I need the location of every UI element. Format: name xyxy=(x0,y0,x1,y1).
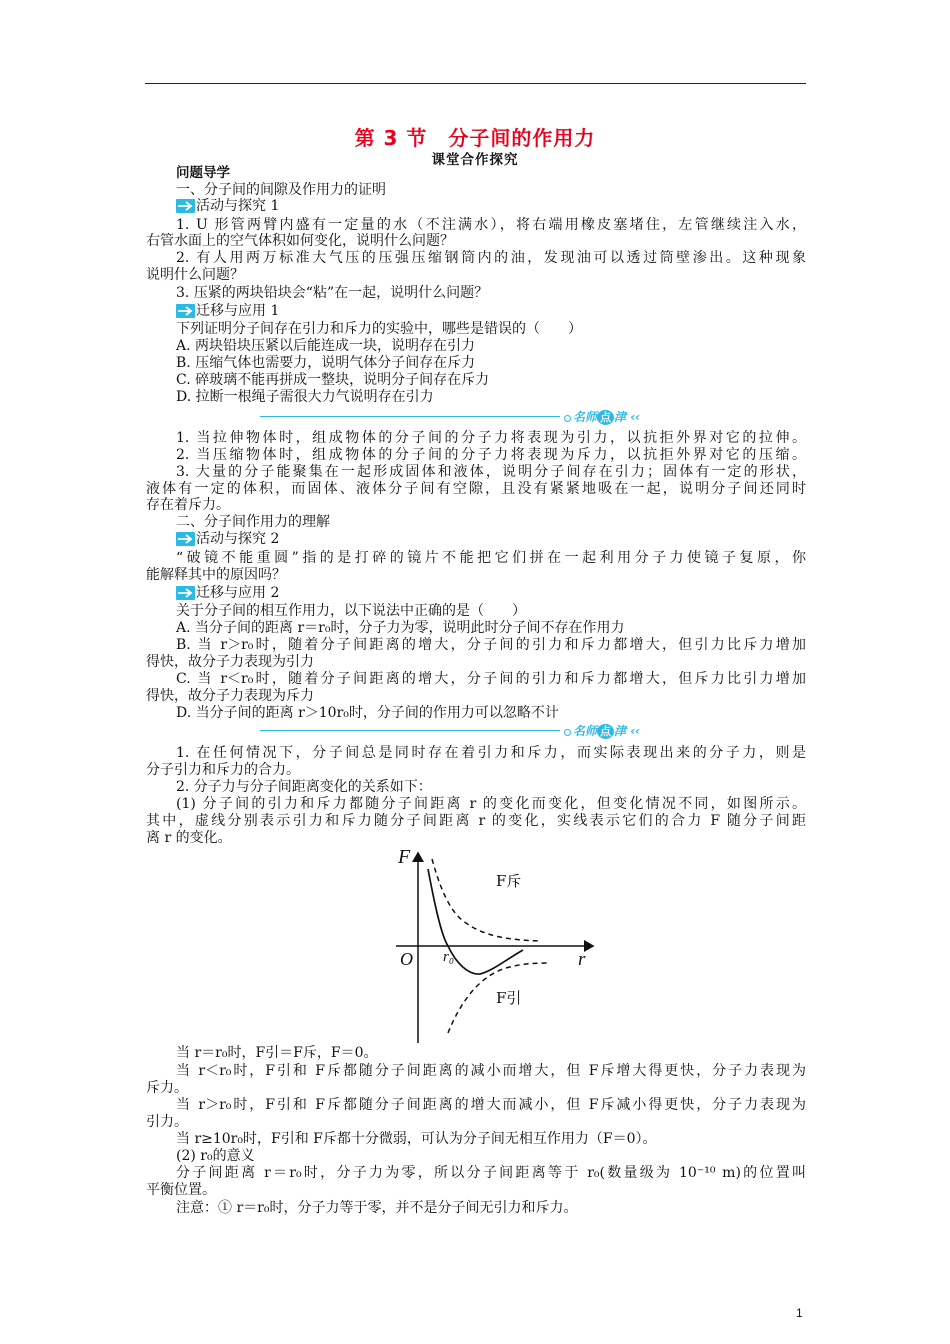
case2-line1: 当 r＜r₀时，F引和 F斥都随分子间距离的减小而增大，但 F斥增大得更快，分子力表现为 xyxy=(176,1063,806,1079)
attention-note: 注意：① r＝r₀时，分子力等于零，并不是分子间无引力和斥力。 xyxy=(176,1200,578,1216)
case1: 当 r＝r₀时，F引＝F斥，F＝0。 xyxy=(176,1045,378,1061)
note2-2: 2. 分子力与分子间距离变化的关系如下： xyxy=(176,779,432,795)
case2-line2: 斥力。 xyxy=(146,1080,188,1096)
part2-heading: 二、分子间作用力的理解 xyxy=(176,514,330,530)
note3-line3: 存在着斥力。 xyxy=(146,497,230,513)
origin-label: O xyxy=(400,949,413,969)
option-d-2: D. 当分子间的距离 r＞10r₀时，分子间的作用力可以忽略不计 xyxy=(176,705,559,721)
q2-line1: 2. 有人用两万标准大气压的压强压缩钢筒内的油，发现油可以透过筒壁渗出。这种现象 xyxy=(176,250,806,266)
transfer-label-2: 迁移与应用 2 xyxy=(196,585,280,601)
q1-line1: 1. U 形管两臂内盛有一定量的水（不注满水），将右端用橡皮塞堵住，左管继续注入水， xyxy=(176,217,806,233)
option-d-1: D. 拉断一根绳子需很大力气说明存在引力 xyxy=(176,389,434,405)
part1-heading: 一、分子间的间隙及作用力的证明 xyxy=(176,182,386,198)
option-c-1: C. 碎玻璃不能再拼成一整块，说明分子间存在斥力 xyxy=(176,372,490,388)
note2-1: 2. 当压缩物体时，组成物体的分子间的分子力将表现为斥力，以抗拒外界对它的压缩。 xyxy=(176,447,806,463)
r0-meaning-line2: 平衡位置。 xyxy=(146,1182,216,1198)
arrow-icon xyxy=(176,304,195,318)
option-a-2: A. 当分子间的距离 r＝r₀时，分子力为零，说明此时分子间不存在作用力 xyxy=(176,620,625,636)
case3-line2: 引力。 xyxy=(146,1114,188,1130)
q-line1-2: “破镜不能重圆”指的是打碎的镜片不能把它们拼在一起利用分子力使镜子复原，你 xyxy=(176,550,806,566)
section-heading: 问题导学 xyxy=(176,165,230,181)
option-b-2-line2: 得快，故分子力表现为引力 xyxy=(146,654,314,670)
q1-line2: 右管水面上的空气体积如何变化，说明什么问题？ xyxy=(146,233,454,249)
note2-1-line3: 离 r 的变化。 xyxy=(146,830,232,846)
repulsion-label: F斥 xyxy=(496,872,522,890)
y-axis-label: F xyxy=(398,846,411,868)
header-rule xyxy=(145,83,806,84)
option-a-1: A. 两块铅块压紧以后能连成一块，说明存在引力 xyxy=(176,338,476,354)
note1-1: 1. 当拉伸物体时，组成物体的分子间的分子力将表现为引力，以抗拒外界对它的拉伸。 xyxy=(176,430,806,446)
option-c-2-line2: 得快，故分子力表现为斥力 xyxy=(146,688,314,704)
case3-line1: 当 r＞r₀时，F引和 F斥都随分子间距离的增大而减小，但 F斥减小得更快，分子力表现为 xyxy=(176,1097,806,1113)
repulsion-curve xyxy=(432,859,540,941)
activity-label-2: 活动与探究 2 xyxy=(196,531,280,547)
question-2: 关于分子间的相互作用力，以下说法中正确的是（ ） xyxy=(176,603,526,619)
note1-2-line2: 分子引力和斥力的合力。 xyxy=(146,762,300,778)
arrow-icon xyxy=(176,586,195,600)
note2-1-line1: (1) 分子间的引力和斥力都随分子间距离 r 的变化而变化，但变化情况不同，如图所示。 xyxy=(176,796,806,812)
q3: 3. 压紧的两块铅块会“粘”在一起，说明什么问题？ xyxy=(176,285,489,301)
page-subtitle: 课堂合作探究 xyxy=(431,152,519,168)
note3-line1: 3. 大量的分子能聚集在一起形成固体和液体，说明分子间存在引力；固体有一定的形状， xyxy=(176,464,806,480)
arrow-icon xyxy=(176,199,195,213)
x-axis-label: r xyxy=(578,949,586,970)
question-1: 下列证明分子间存在引力和斥力的实验中，哪些是错误的（ ） xyxy=(176,321,582,337)
note3-line2: 液体有一定的体积，而固体、液体分子间有空隙，且没有紧紧地吸在一起，说明分子间还同时 xyxy=(146,481,806,497)
activity-label-1: 活动与探究 1 xyxy=(196,198,280,214)
teacher-tip-divider: 名师 点 津 ‹‹ xyxy=(260,409,696,425)
teacher-tip-divider: 名师 点 津 ‹‹ xyxy=(260,723,696,739)
r0-meaning-line1: 分子间距离 r＝r₀时，分子力为零，所以分子间距离等于 r₀(数量级为 10⁻¹⁰ m)的位置叫 xyxy=(176,1165,806,1181)
option-c-2-line1: C. 当 r＜r₀时，随着分子间距离的增大，分子间的引力和斥力都增大，但斥力比引力增加 xyxy=(176,671,806,687)
arrow-icon xyxy=(176,532,195,546)
option-b-2-line1: B. 当 r＞r₀时，随着分子间距离的增大，分子间的引力和斥力都增大，但引力比斥力增加 xyxy=(176,637,806,653)
q2-line2: 说明什么问题？ xyxy=(146,267,244,283)
r0-label: r₀ xyxy=(443,949,455,965)
note1-2-line1: 1. 在任何情况下，分子间总是同时存在着引力和斥力，而实际表现出来的分子力，则是 xyxy=(176,745,806,761)
option-b-1: B. 压缩气体也需要力，说明气体分子间存在斥力 xyxy=(176,355,476,371)
transfer-label-1: 迁移与应用 1 xyxy=(196,303,280,319)
molecular-force-graph xyxy=(388,843,598,1043)
page-number: 1 xyxy=(796,1306,803,1320)
q-line2-2: 能解释其中的原因吗？ xyxy=(146,567,286,583)
attraction-label: F引 xyxy=(496,989,522,1007)
r0-meaning-heading: (2) r₀的意义 xyxy=(176,1148,255,1164)
note2-1-line2: 其中，虚线分别表示引力和斥力随分子间距离 r 的变化，实线表示它们的合力 F 随分子间距 xyxy=(146,813,806,829)
case4: 当 r≥10r₀时，F引和 F斥都十分微弱，可认为分子间无相互作用力（F＝0）。 xyxy=(176,1131,657,1147)
page-title: 第 3 节 分子间的作用力 xyxy=(354,126,596,150)
